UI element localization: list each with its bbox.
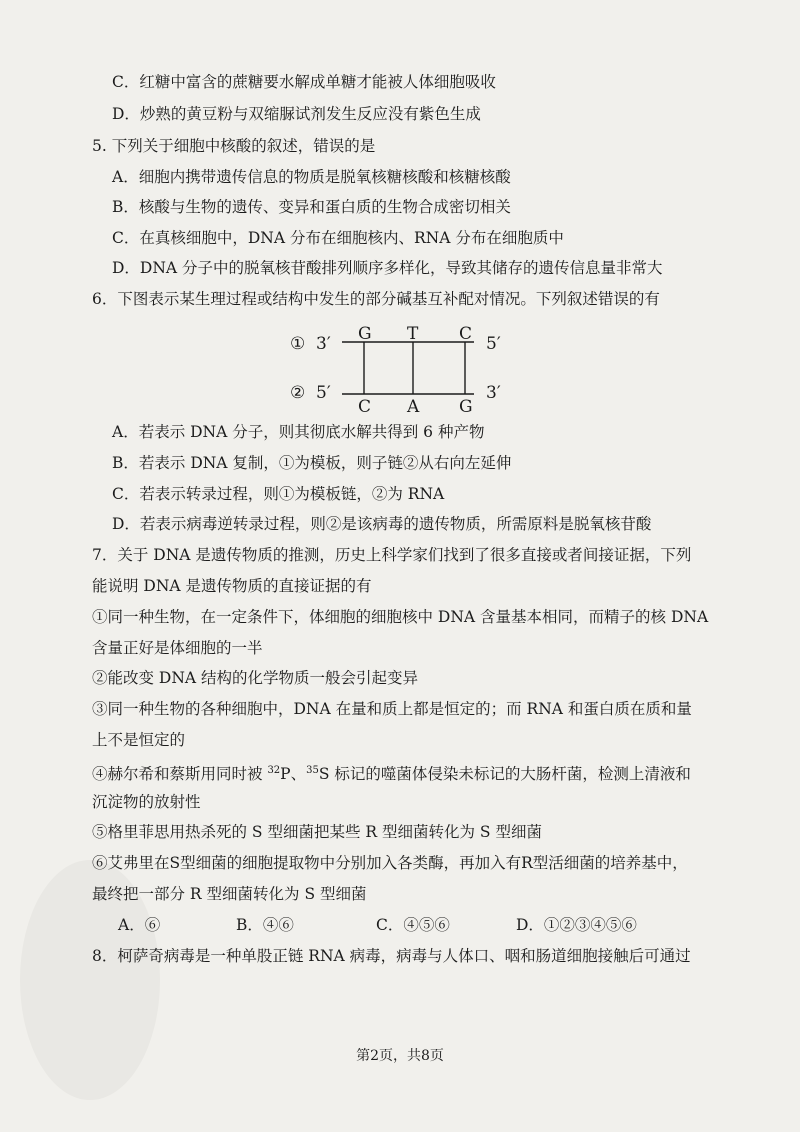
q6-option-d: D．若表示病毒逆转录过程，则②是该病毒的遗传物质，所需原料是脱氧核苷酸: [112, 515, 652, 533]
strand2-base-2: A: [407, 397, 420, 417]
strand1-right-end: 5′: [486, 334, 501, 354]
q6-option-b: B．若表示 DNA 复制，①为模板，则子链②从右向左延伸: [112, 454, 512, 472]
q6-stem: 6．下图表示某生理过程或结构中发生的部分碱基互补配对情况。下列叙述错误的有: [92, 290, 660, 308]
q7-item2: ②能改变 DNA 结构的化学物质一般会引起变异: [92, 669, 419, 687]
page-footer: 第2页，共8页: [356, 1048, 444, 1064]
strand2-base-3: G: [459, 397, 473, 417]
q5-stem: 5. 下列关于细胞中核酸的叙述，错误的是: [92, 137, 376, 155]
q7-item6-line2: 最终把一部分 R 型细菌转化为 S 型细菌: [92, 885, 367, 903]
q7-item6-line1: ⑥艾弗里在S型细菌的细胞提取物中分别加入各类酶，再加入有R型活细菌的培养基中，: [92, 854, 688, 872]
q7-item4-post: S 标记的噬菌体侵染未标记的大肠杆菌，检测上清液和: [318, 765, 691, 784]
q7-stem-line2: 能说明 DNA 是遗传物质的直接证据的有: [92, 577, 372, 595]
q6-option-c: C．若表示转录过程，则①为模板链，②为 RNA: [112, 485, 445, 503]
q7-stem-line1: 7．关于 DNA 是遗传物质的推测，历史上科学家们找到了很多直接或者间接证据，下列: [92, 546, 692, 564]
q7-choice-a: A．⑥: [118, 916, 161, 934]
strand2-left-end: 5′: [316, 383, 331, 403]
q5-option-d: D．DNA 分子中的脱氧核苷酸排列顺序多样化，导致其储存的遗传信息量非常大: [112, 259, 663, 277]
q7-item4-pre: ④赫尔希和蔡斯用同时被: [92, 765, 268, 784]
q6-option-a: A．若表示 DNA 分子，则其彻底水解共得到 6 种产物: [112, 423, 485, 441]
q7-item4-mid: P、: [280, 765, 307, 784]
q7-choice-c: C．④⑤⑥: [376, 916, 450, 934]
strand1-label: ①: [290, 334, 306, 354]
strand1-left-end: 3′: [316, 334, 331, 354]
q4-option-d: D．炒熟的黄豆粉与双缩脲试剂发生反应没有紫色生成: [112, 105, 481, 123]
q4-option-c: C．红糖中富含的蔗糖要水解成单糖才能被人体细胞吸收: [112, 73, 496, 91]
q7-item4-line2: 沉淀物的放射性: [92, 793, 201, 811]
strand2-base-1: C: [358, 397, 372, 417]
strand2-right-end: 3′: [486, 383, 501, 403]
q7-item4-line1: [92, 761, 691, 784]
q5-option-b: B．核酸与生物的遗传、变异和蛋白质的生物合成密切相关: [112, 198, 511, 216]
q8-stem-line1: 8．柯萨奇病毒是一种单股正链 RNA 病毒，病毒与人体口、咽和肠道细胞接触后可通过: [92, 947, 691, 965]
q7-item1-line2: 含量正好是体细胞的一半: [92, 639, 263, 657]
base-pairing-svg: [280, 318, 540, 418]
strand1-base-2: T: [407, 324, 419, 344]
q7-item3-line2: 上不是恒定的: [92, 731, 186, 749]
q5-option-c: C．在真核细胞中，DNA 分布在细胞核内、RNA 分布在细胞质中: [112, 229, 564, 247]
q7-item4-sup-32: 32: [267, 765, 281, 776]
strand1-base-3: C: [459, 324, 473, 344]
q7-item5: ⑤格里菲思用热杀死的 S 型细菌把某些 R 型细菌转化为 S 型细菌: [92, 823, 542, 841]
q5-option-a: A．细胞内携带遗传信息的物质是脱氧核糖核酸和核糖核酸: [112, 168, 511, 186]
q7-choices: [118, 915, 637, 935]
q7-item4-sup-35: 35: [306, 765, 319, 776]
base-pairing-diagram: [280, 318, 540, 418]
q7-choice-b: B．④⑥: [236, 916, 294, 934]
strand1-base-1: G: [358, 324, 372, 344]
strand2-label: ②: [290, 383, 306, 403]
q7-item3-line1: ③同一种生物的各种细胞中，DNA 在量和质上都是恒定的；而 RNA 和蛋白质在质和量: [92, 700, 692, 718]
q7-choice-d: D．①②③④⑤⑥: [516, 916, 637, 934]
q7-item1-line1: ①同一种生物，在一定条件下，体细胞的细胞核中 DNA 含量基本相同，而精子的核 DNA: [92, 608, 709, 626]
